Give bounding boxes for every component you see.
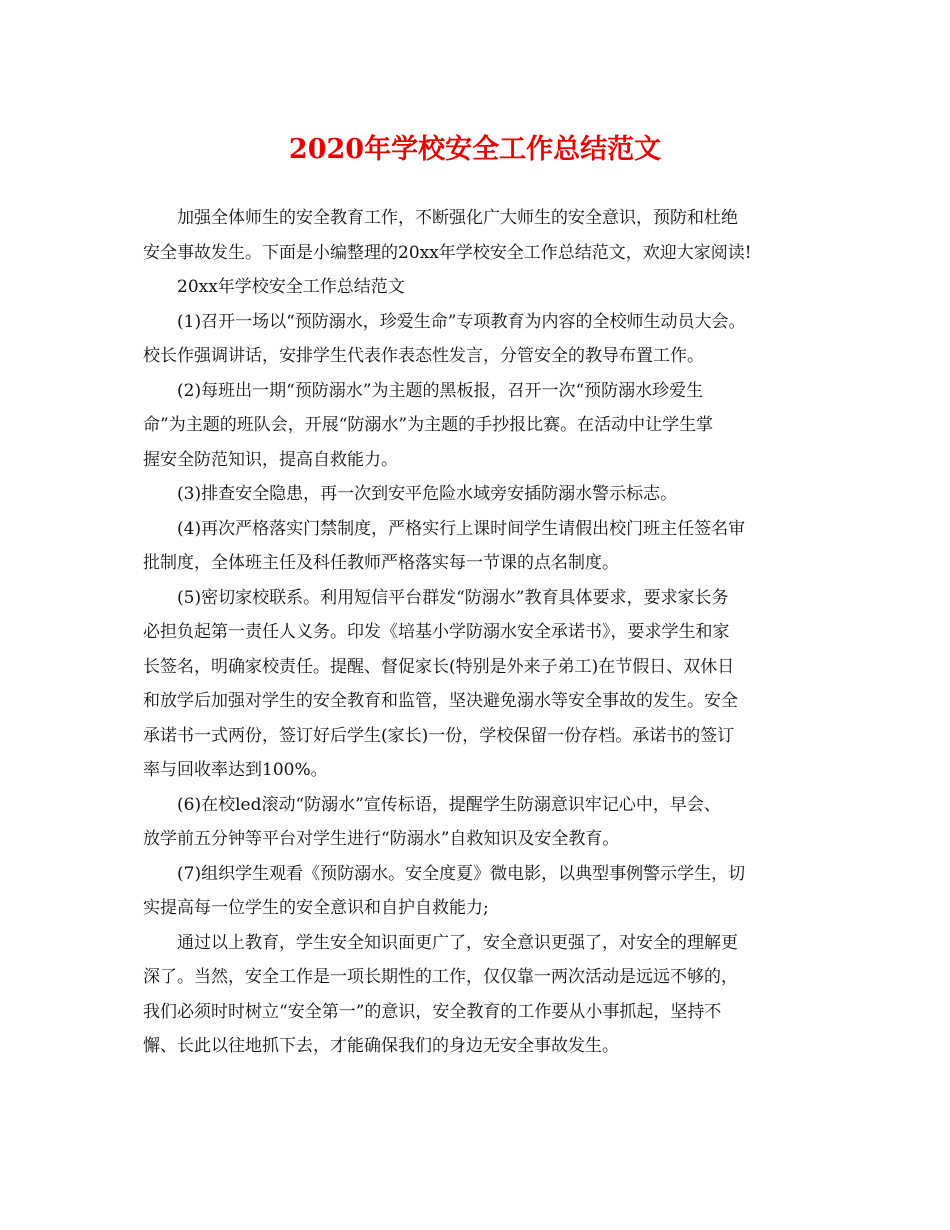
- text-line: (1)召开一场以“预防溺水，珍爱生命”专项教育为内容的全校师生动员大会。: [177, 311, 746, 332]
- text-line: 握安全防范知识，提高自救能力。: [143, 449, 398, 470]
- text-line: (5)密切家校联系。利用短信平台群发“防溺水”教育具体要求，要求家长务: [177, 587, 729, 608]
- text-line: 必担负起第一责任人义务。印发《培基小学防溺水安全承诺书》，要求学生和家: [143, 622, 730, 642]
- text-line: 批制度，全体班主任及科任教师严格落实每一节课的点名制度。: [143, 553, 619, 573]
- text-line: 安全事故发生。下面是小编整理的20xx年学校安全工作总结范文，欢迎大家阅读!: [143, 242, 752, 263]
- text-line: 懈、长此以往地抓下去，才能确保我们的身边无安全事故发生。: [143, 1036, 619, 1056]
- text-line: 长签名，明确家校责任。提醒、督促家长(特别是外来子弟工)在节假日、双休日: [143, 656, 735, 677]
- text-line: (7)组织学生观看《预防溺水。安全度夏》微电影，以典型事例警示学生，切: [177, 863, 746, 884]
- text-line: 校长作强调讲话，安排学生代表作表态性发言，分管安全的教导布置工作。: [143, 346, 704, 366]
- text-line: (2)每班出一期“预防溺水”为主题的黑板报，召开一次“预防溺水珍爱生: [177, 380, 704, 401]
- text-line: 率与回收率达到100%。: [143, 760, 328, 780]
- text-line: 通过以上教育，学生安全知识面更广了，安全意识更强了，对安全的理解更: [177, 932, 738, 953]
- text-line: (6)在校led滚动“防溺水”宣传标语，提醒学生防溺意识牢记心中，早会、: [177, 794, 721, 815]
- text-line: 和放学后加强对学生的安全教育和监管，坚决避免溺水等安全事故的发生。安全: [143, 691, 738, 711]
- text-line: 实提高每一位学生的安全意识和自护自救能力;: [143, 898, 489, 918]
- text-line: 深了。当然，安全工作是一项长期性的工作，仅仅靠一两次活动是远远不够的，: [143, 967, 738, 987]
- text-line: 承诺书一式两份，签订好后学生(家长)一份，学校保留一份存档。承诺书的签订: [143, 725, 735, 746]
- document-body: [143, 201, 815, 1064]
- document-title: 2020年学校安全工作总结范文: [288, 134, 662, 165]
- text-line: (4)再次严格落实门禁制度，严格实行上课时间学生请假出校门班主任签名审: [177, 518, 746, 539]
- text-line: 20xx年学校安全工作总结范文: [177, 277, 405, 297]
- text-line: (3)排查安全隐患，再一次到安平危险水域旁安插防溺水警示标志。: [177, 484, 678, 504]
- text-line: 我们必须时时树立“安全第一”的意识，安全教育的工作要从小事抓起，坚持不: [143, 1001, 722, 1022]
- text-line: 放学前五分钟等平台对学生进行“防溺水”自救知识及安全教育。: [143, 829, 620, 849]
- text-line: 命”为主题的班队会，开展“防溺水”为主题的手抄报比赛。在活动中让学生掌: [143, 415, 714, 435]
- text-line: 加强全体师生的安全教育工作，不断强化广大师生的安全意识，预防和杜绝: [177, 208, 738, 228]
